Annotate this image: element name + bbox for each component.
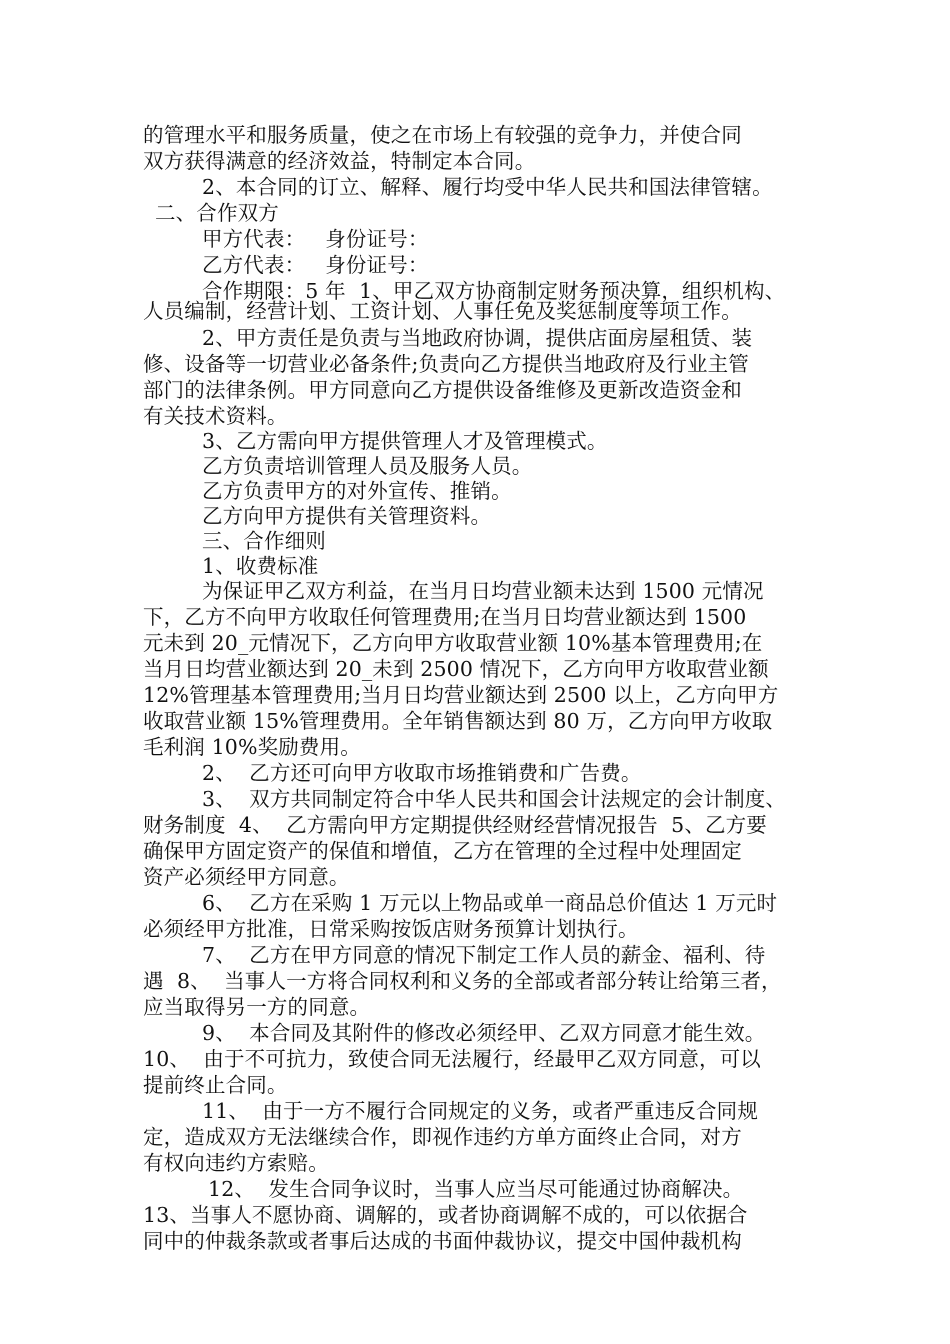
text-line: 部门的法律条例。甲方同意向乙方提供设备维修及更新改造资金和 — [143, 378, 742, 402]
text-line: 确保甲方固定资产的保值和增值，乙方在管理的全过程中处理固定 — [143, 839, 742, 863]
text-line: 12、 发生合同争议时，当事人应当尽可能通过协商解决。 — [208, 1177, 744, 1201]
text-line: 9、 本合同及其附件的修改必须经甲、乙双方同意才能生效。 — [202, 1021, 766, 1045]
text-line: 元未到 20_元情况下，乙方向甲方收取营业额 10%基本管理费用;在 — [143, 631, 763, 655]
text-line: 2、甲方责任是负责与当地政府协调，提供店面房屋租赁、装 — [202, 326, 753, 350]
text-line: 定，造成双方无法继续合作，即视作违约方单方面终止合同，对方 — [143, 1125, 742, 1149]
text-line: 毛利润 10%奖励费用。 — [143, 735, 361, 759]
text-line: 2、 乙方还可向甲方收取市场推销费和广告费。 — [202, 761, 642, 785]
text-line: 12%管理基本管理费用;当月日均营业额达到 2500 以上，乙方向甲方 — [143, 683, 779, 707]
text-line: 有关技术资料。 — [143, 404, 288, 428]
text-line: 下，乙方不向甲方收取任何管理费用;在当月日均营业额达到 1500 — [143, 605, 747, 629]
text-line: 13、当事人不愿协商、调解的，或者协商调解不成的，可以依据合 — [143, 1203, 748, 1227]
text-line: 3、 双方共同制定符合中华人民共和国会计法规定的会计制度、 — [202, 787, 787, 811]
text-line: 乙方向甲方提供有关管理资料。 — [202, 504, 492, 528]
text-line: 遇 8、 当事人一方将合同权利和义务的全部或者部分转让给第三者， — [143, 969, 782, 993]
text-line: 10、 由于不可抗力，致使合同无法履行，经最甲乙双方同意，可以 — [143, 1047, 761, 1071]
text-line: 二、合作双方 — [155, 201, 279, 225]
text-line: 双方获得满意的经济效益，特制定本合同。 — [143, 149, 536, 173]
text-line: 修、设备等一切营业必备条件;负责向乙方提供当地政府及行业主管 — [143, 352, 749, 376]
text-line: 当月日均营业额达到 20_未到 2500 情况下，乙方向甲方收取营业额 — [143, 657, 769, 681]
text-line: 甲方代表： 身份证号： — [202, 227, 429, 251]
text-line: 合作期限：5 年 1、甲乙双方协商制定财务预决算，组织机构、 — [202, 279, 786, 303]
text-line: 2、本合同的订立、解释、履行均受中华人民共和国法律管辖。 — [202, 175, 773, 199]
text-line: 的管理水平和服务质量，使之在市场上有较强的竞争力，并使合同 — [143, 123, 742, 147]
text-line: 乙方负责甲方的对外宣传、推销。 — [202, 479, 512, 503]
text-line: 乙方负责培训管理人员及服务人员。 — [202, 454, 533, 478]
text-line: 有权向违约方索赔。 — [143, 1151, 329, 1175]
text-line: 提前终止合同。 — [143, 1073, 288, 1097]
text-line: 应当取得另一方的同意。 — [143, 995, 371, 1019]
text-line: 3、乙方需向甲方提供管理人才及管理模式。 — [202, 429, 608, 453]
text-line: 收取营业额 15%管理费用。全年销售额达到 80 万，乙方向甲方收取 — [143, 709, 773, 733]
text-line: 乙方代表： 身份证号： — [202, 253, 429, 277]
text-line: 三、合作细则 — [202, 529, 326, 553]
text-line: 7、 乙方在甲方同意的情况下制定工作人员的薪金、福利、待 — [202, 943, 766, 967]
text-line: 6、 乙方在采购 1 万元以上物品或单一商品总价值达 1 万元时 — [202, 891, 778, 915]
text-line: 人员编制，经营计划、工资计划、人事任免及奖惩制度等项工作。 — [143, 299, 742, 323]
text-line: 同中的仲裁条款或者事后达成的书面仲裁协议，提交中国仲裁机构 — [143, 1229, 742, 1253]
text-line: 必须经甲方批准，日常采购按饭店财务预算计划执行。 — [143, 917, 639, 941]
text-line: 财务制度 4、 乙方需向甲方定期提供经财经营情况报告 5、乙方要 — [143, 813, 767, 837]
text-line: 11、 由于一方不履行合同规定的义务，或者严重违反合同规 — [202, 1099, 758, 1123]
text-line: 1、收费标准 — [202, 554, 319, 578]
text-line: 资产必须经甲方同意。 — [143, 865, 350, 889]
text-line: 为保证甲乙双方利益，在当月日均营业额未达到 1500 元情况 — [202, 579, 764, 603]
